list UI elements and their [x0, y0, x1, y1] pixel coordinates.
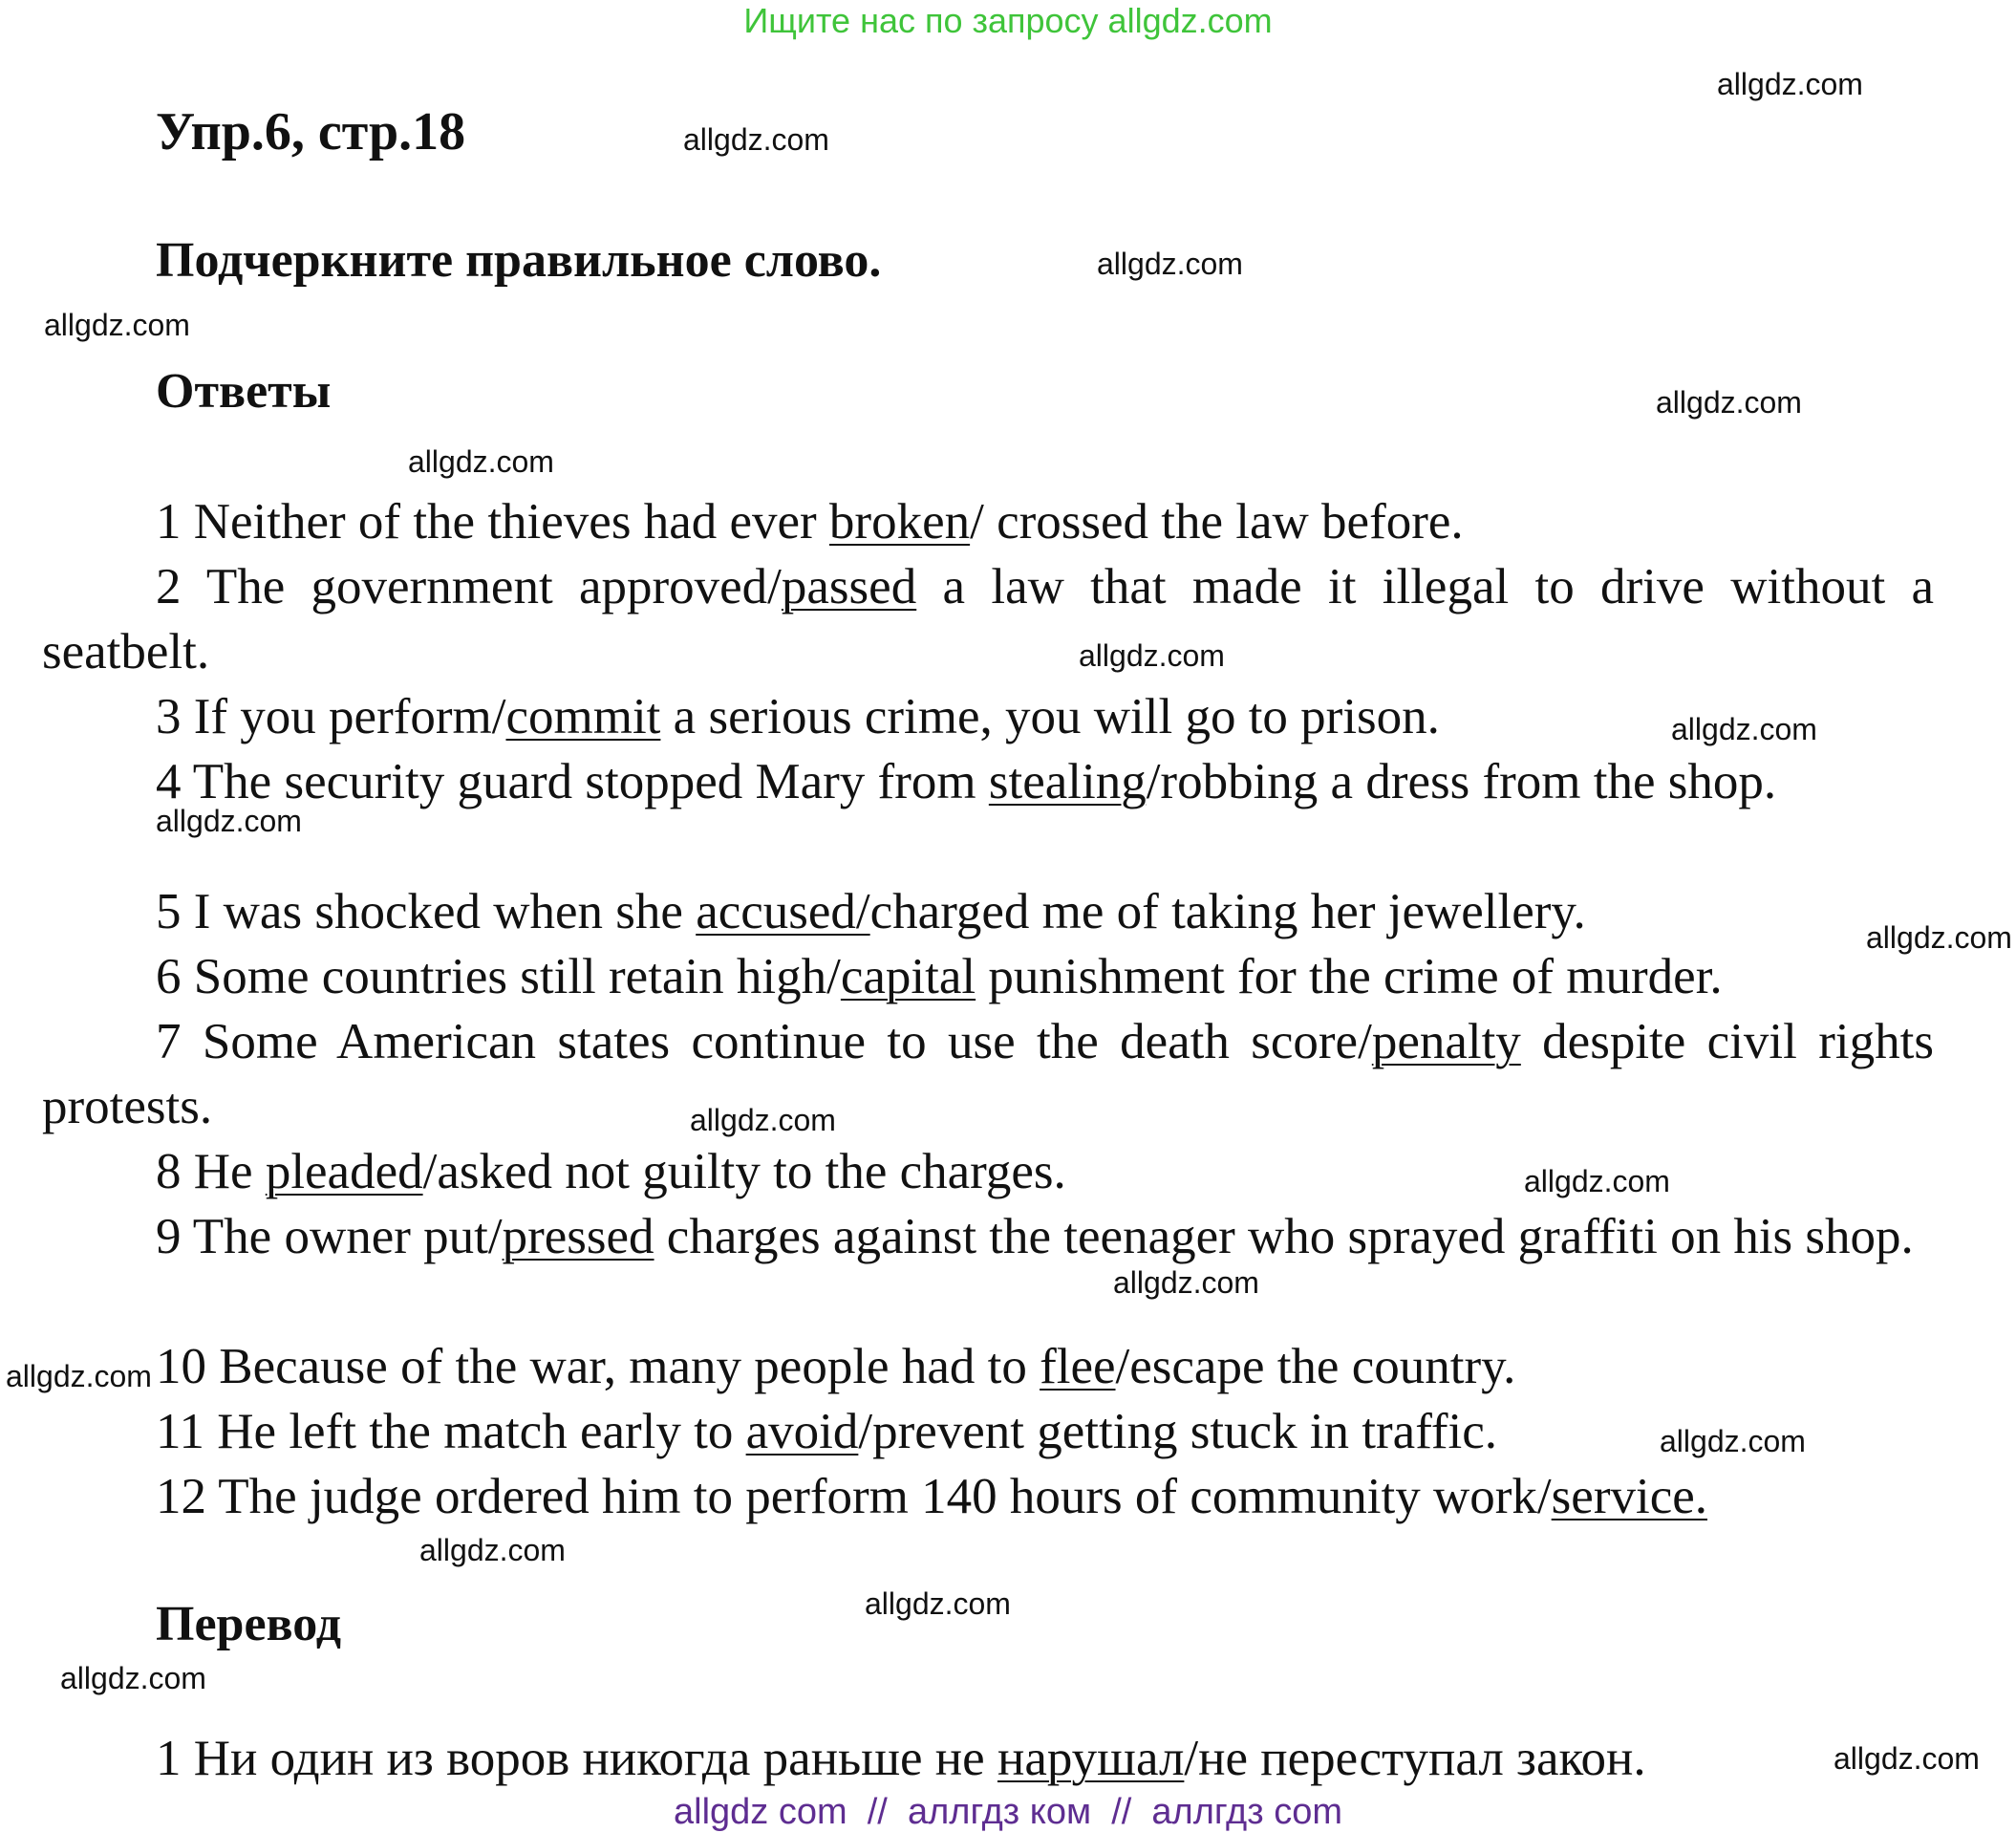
answer-text: 12 The judge ordered him to perform 140 hours of community work/: [156, 1469, 1552, 1524]
answer-text: a law that made it illegal to drive without a seatbelt.: [42, 559, 1934, 679]
answer-item: [42, 944, 1934, 1009]
watermark: allgdz.com: [419, 1533, 566, 1567]
answer-text: a serious crime, you will go to prison.: [660, 689, 1440, 744]
answer-text: punishment for the crime of murder.: [976, 949, 1723, 1004]
watermark: allgdz.com: [1079, 638, 1225, 673]
underlined-answer: avoid: [745, 1404, 859, 1459]
watermark: allgdz.com: [408, 444, 554, 479]
answer-text: charged me of taking her jewellery.: [869, 884, 1586, 939]
answers-heading: Ответы: [156, 364, 332, 419]
watermark: allgdz.com: [1866, 920, 2012, 955]
answer-item: [42, 749, 1934, 814]
underlined-translation: нарушал: [997, 1731, 1185, 1786]
watermark: allgdz.com: [1834, 1741, 1980, 1776]
answer-text: / crossed the law before.: [970, 494, 1464, 550]
answer-text: 8 He: [156, 1144, 266, 1199]
watermark: allgdz.com: [865, 1586, 1011, 1621]
answer-text: /robbing a dress from the shop.: [1146, 754, 1777, 809]
watermark: allgdz.com: [690, 1103, 836, 1137]
answer-text: 9 The owner put/: [156, 1209, 503, 1264]
answer-text: 1 Neither of the thieves had ever: [156, 494, 829, 550]
answer-text: /asked not guilty to the charges.: [422, 1144, 1066, 1199]
watermark: allgdz.com: [1524, 1164, 1670, 1198]
answer-item: [42, 1009, 1934, 1139]
footer-watermark: allgdz com // аллгдз ком // аллгдз com: [674, 1792, 1342, 1832]
watermark: allgdz.com: [60, 1661, 206, 1695]
answer-item: [42, 1204, 1934, 1269]
underlined-answer: service.: [1551, 1469, 1707, 1524]
answer-text: 4 The security guard stopped Mary from: [156, 754, 989, 809]
top-banner: Ищите нас по запросу allgdz.com: [743, 1, 1273, 40]
answer-text: despite civil rights protests.: [42, 1014, 1934, 1134]
translation-heading: Перевод: [156, 1597, 342, 1651]
answer-item: [42, 489, 1934, 554]
watermark: allgdz.com: [1113, 1265, 1259, 1300]
watermark: allgdz.com: [1660, 1424, 1806, 1458]
watermark: allgdz.com: [44, 308, 190, 342]
watermark: allgdz.com: [1097, 247, 1243, 281]
underlined-answer: flee: [1040, 1339, 1116, 1394]
answer-text: charges against the teenager who sprayed graffiti on his shop.: [654, 1209, 1914, 1264]
instruction: Подчеркните правильное слово.: [156, 233, 882, 288]
underlined-answer: stealing: [988, 754, 1147, 809]
answer-text: 6 Some countries still retain high/: [156, 949, 841, 1004]
underlined-answer: commit: [505, 689, 661, 744]
watermark: allgdz.com: [1671, 712, 1817, 746]
translation-text: 1 Ни один из воров никогда раньше не: [156, 1731, 997, 1786]
watermark: allgdz.com: [1717, 67, 1863, 101]
underlined-answer: passed: [781, 559, 917, 615]
answer-item: [42, 554, 1934, 684]
watermark: allgdz.com: [1656, 385, 1802, 420]
underlined-answer: pressed: [502, 1209, 654, 1264]
page-title: Упр.6, стр.18: [156, 102, 466, 162]
watermark: allgdz.com: [683, 122, 829, 157]
answer-text: 2 The government approved/: [156, 559, 782, 615]
answer-text: 3 If you perform/: [156, 689, 506, 744]
underlined-answer: capital: [840, 949, 976, 1004]
underlined-answer: pleaded: [265, 1144, 423, 1199]
answer-text: 7 Some American states continue to use the death score/: [156, 1014, 1372, 1069]
underlined-answer: accused/: [696, 884, 870, 939]
answer-text: /prevent getting stuck in traffic.: [858, 1404, 1498, 1459]
watermark: allgdz.com: [6, 1359, 152, 1393]
translation-item: [42, 1726, 1934, 1791]
answer-item: [42, 684, 1934, 749]
translation-text: /не переступал закон.: [1184, 1731, 1646, 1786]
answer-text: 10 Because of the war, many people had to: [156, 1339, 1040, 1394]
answer-item: [42, 879, 1934, 944]
answer-item: [156, 1334, 1780, 1399]
underlined-answer: broken: [828, 494, 971, 550]
answer-text: 11 He left the match early to: [156, 1404, 746, 1459]
answer-text: 5 I was shocked when she: [156, 884, 697, 939]
answer-item: [42, 1464, 1934, 1529]
answer-item: [42, 1399, 1934, 1464]
underlined-answer: penalty: [1371, 1014, 1521, 1069]
watermark: allgdz.com: [156, 804, 302, 838]
answer-text: /escape the country.: [1115, 1339, 1516, 1394]
